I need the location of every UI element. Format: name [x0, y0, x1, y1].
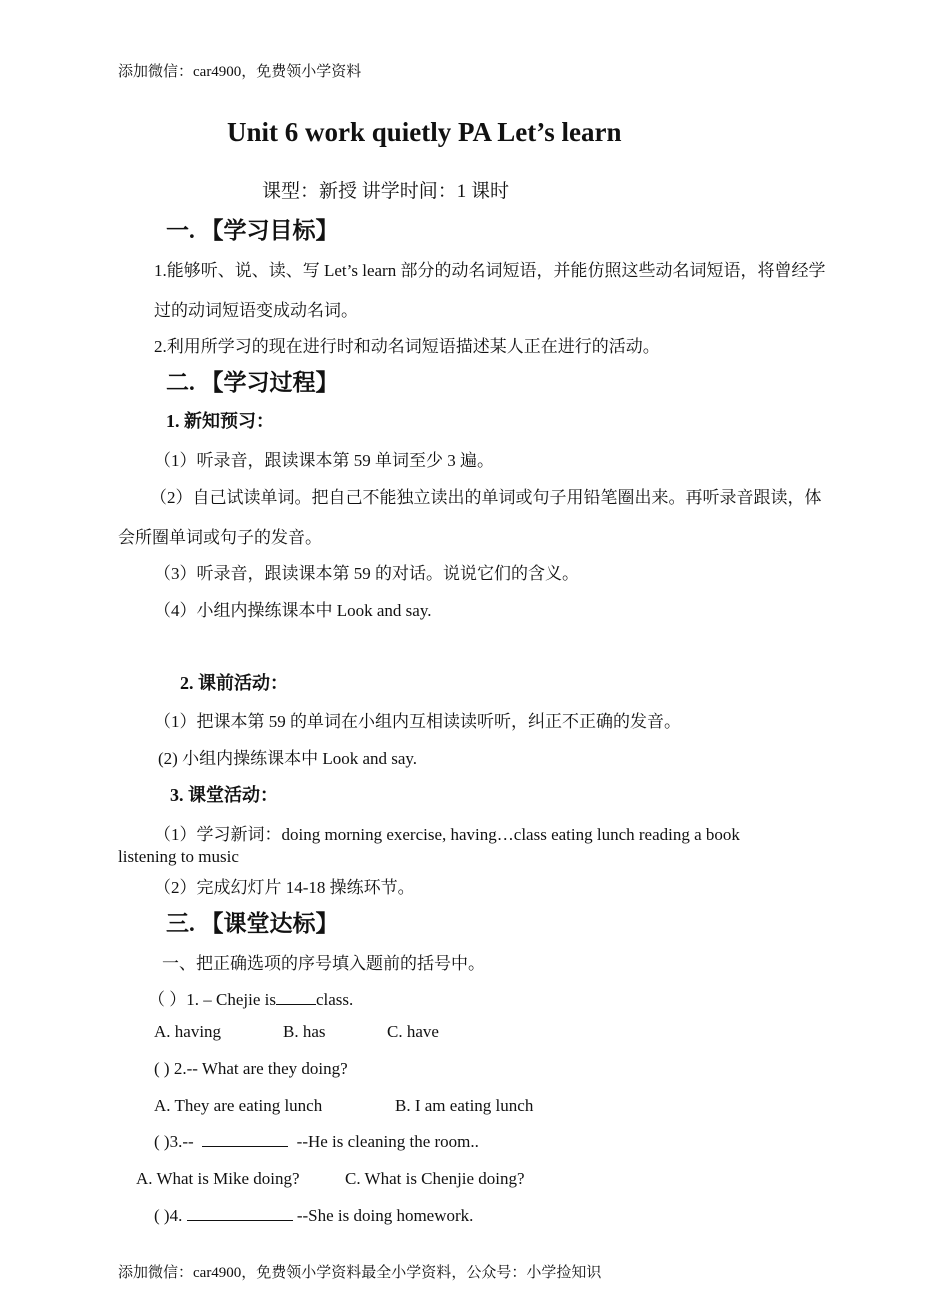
question-3-blank[interactable]: [202, 1145, 288, 1147]
page-title: Unit 6 work quietly PA Let’s learn: [227, 117, 622, 147]
inclass-item-1-line-1: （1）学习新词：doing morning exercise, having…class eating lunch reading a book: [154, 825, 740, 844]
lesson-meta: 课型：新授 讲学时间：1 课时: [262, 181, 510, 202]
subheading-inclass: 3. 课堂活动：: [170, 785, 278, 805]
section-heading-objectives: 一. 【学习目标】: [166, 218, 339, 243]
question-1-blank[interactable]: [276, 1003, 316, 1005]
section-heading-process: 二. 【学习过程】: [166, 370, 339, 395]
inclass-item-2: （2）完成幻灯片 14-18 操练环节。: [154, 878, 415, 897]
question-1-option-c: C. have: [387, 1022, 439, 1041]
question-2-option-a: A. They are eating lunch: [154, 1096, 323, 1115]
question-3: [154, 1132, 479, 1152]
preview-item-3: （3）听录音，跟读课本第 59 的对话。说说它们的含义。: [154, 564, 579, 583]
preview-item-2-line-1: （2）自己试读单词。把自己不能独立读出的单词或句子用铅笔圈出来。再听录音跟读，体: [150, 488, 822, 507]
question-3-option-c: C. What is Chenjie doing?: [345, 1169, 525, 1188]
question-3-prefix: ( )3.--: [154, 1132, 194, 1151]
question-1-option-b: B. has: [283, 1022, 326, 1041]
question-4-suffix: --She is doing homework.: [296, 1206, 474, 1225]
question-1-prefix: （ ）1. – Chejie is: [148, 990, 276, 1009]
header-note: 添加微信：car4900，免费领小学资料: [118, 64, 362, 80]
question-3-suffix: --He is cleaning the room..: [296, 1132, 479, 1151]
objective-2: 2.利用所学习的现在进行时和动名词短语描述某人正在进行的活动。: [154, 337, 660, 356]
objective-1-line-1: 1.能够听、说、读、写 Let’s learn 部分的动名词短语，并能仿照这些动名词短语，将曾经学: [154, 261, 826, 280]
preclass-item-2: (2) 小组内操练课本中 Look and say.: [158, 749, 418, 768]
preclass-item-1: （1）把课本第 59 的单词在小组内互相读读听听，纠正不正确的发音。: [154, 712, 681, 731]
question-4-blank[interactable]: [187, 1219, 293, 1221]
subheading-preclass: 2. 课前活动：: [180, 673, 288, 693]
section-heading-assessment: 三. 【课堂达标】: [166, 911, 339, 936]
objective-1-line-2: 过的动词短语变成动名词。: [154, 301, 358, 320]
question-1-option-a: A. having: [154, 1022, 222, 1041]
footer-note: 添加微信：car4900，免费领小学资料最全小学资料，公众号：小学捡知识: [118, 1265, 602, 1281]
question-1: [148, 985, 353, 1010]
question-1-suffix: class.: [315, 990, 354, 1009]
subheading-preview: 1. 新知预习：: [166, 411, 274, 431]
preview-item-1: （1）听录音，跟读课本第 59 单词至少 3 遍。: [154, 451, 494, 470]
inclass-item-1-line-2: listening to music: [118, 847, 239, 866]
preview-item-2-line-2: 会所圈单词或句子的发音。: [118, 528, 322, 547]
preview-item-4: （4）小组内操练课本中 Look and say.: [154, 601, 432, 620]
question-2-option-b: B. I am eating lunch: [395, 1096, 534, 1115]
question-3-option-a: A. What is Mike doing?: [136, 1169, 300, 1188]
question-2: ( ) 2.-- What are they doing?: [154, 1059, 348, 1078]
question-4: [154, 1206, 473, 1226]
question-4-prefix: ( )4.: [154, 1206, 183, 1225]
exercise-instruction: 一、把正确选项的序号填入题前的括号中。: [162, 954, 485, 973]
